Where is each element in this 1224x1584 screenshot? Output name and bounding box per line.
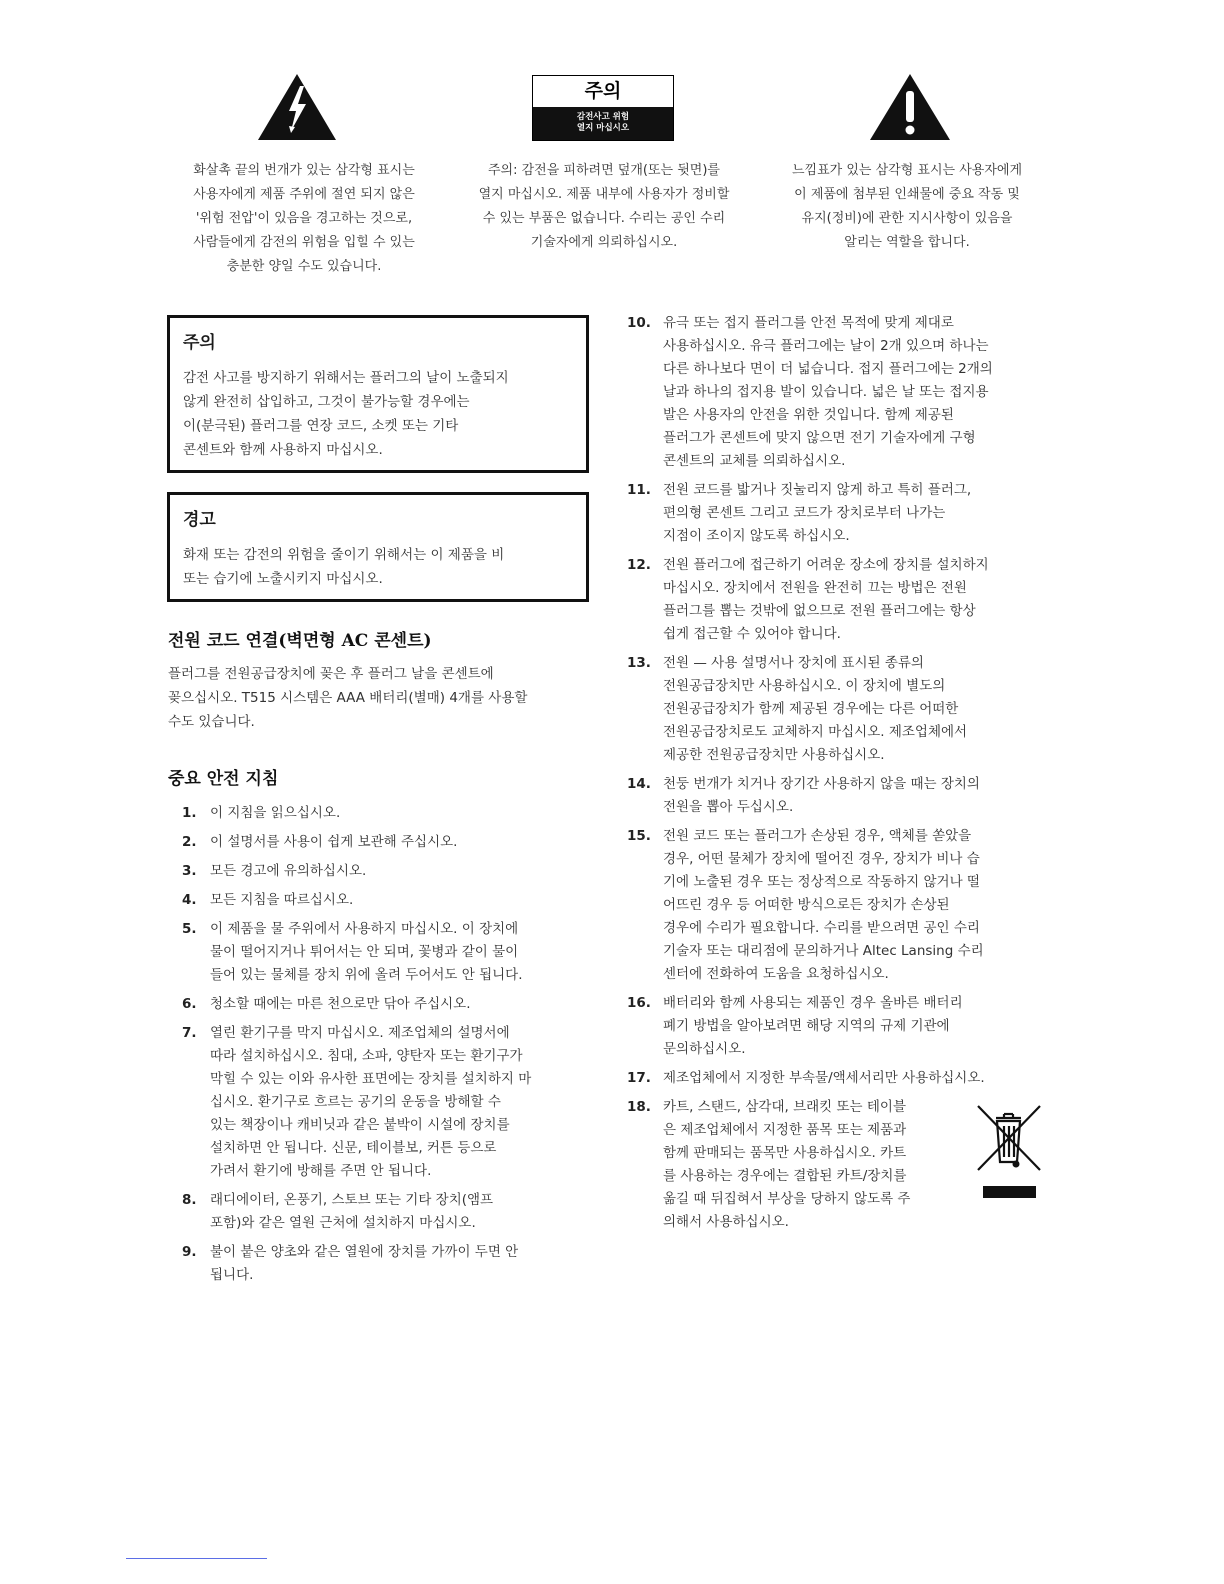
- safety-item-line: 옮길 때 뒤집혀서 부상을 당하지 않도록 주: [663, 1191, 911, 1207]
- safety-item-number: 18.: [627, 1099, 651, 1115]
- crossed-out-wheelie-bin-icon: [975, 1104, 1043, 1200]
- safety-item-line: 어뜨린 경우 등 어떠한 방식으로든 장치가 손상된: [663, 897, 950, 913]
- safety-item-line: 포함)와 같은 열원 근처에 설치하지 마십시오.: [210, 1215, 476, 1231]
- safety-item-line: 있는 책장이나 캐비닛과 같은 붙박이 시설에 장치를: [210, 1117, 510, 1133]
- footer-rule: [126, 1558, 267, 1559]
- safety-item-4: [182, 889, 592, 912]
- safety-item-line: 은 제조업체에서 지정한 품목 또는 제품과: [663, 1122, 907, 1138]
- safety-item-line: 제공한 전원공급장치만 사용하십시오.: [663, 747, 885, 763]
- caution-box: [167, 315, 589, 473]
- safety-item-line: 제조업체에서 지정한 부속물/액세서리만 사용하십시오.: [663, 1070, 985, 1086]
- safety-item-number: 2.: [182, 834, 197, 850]
- caution-label: [532, 75, 674, 141]
- safety-item-17: [627, 1067, 1039, 1090]
- safety-item-line: 의해서 사용하십시오.: [663, 1214, 789, 1230]
- safety-item-number: 13.: [627, 655, 651, 671]
- safety-item-line: 가려서 환기에 방해를 주면 안 됩니다.: [210, 1163, 432, 1179]
- safety-item-line: 막힐 수 있는 이와 유사한 표면에는 장치를 설치하지 마: [210, 1071, 532, 1087]
- lightning-triangle-icon: [258, 74, 336, 140]
- safety-item-number: 16.: [627, 995, 651, 1011]
- safety-item-line: 발은 사용자의 안전을 위한 것입니다. 함께 제공된: [663, 407, 954, 423]
- safety-item-number: 10.: [627, 315, 651, 331]
- safety-item-line: 함께 판매되는 품목만 사용하십시오. 카트: [663, 1145, 907, 1161]
- safety-item-number: 12.: [627, 557, 651, 573]
- safety-item-line: 열린 환기구를 막지 마십시오. 제조업체의 설명서에: [210, 1025, 510, 1041]
- safety-item-line: 이 지침을 읽으십시오.: [210, 805, 341, 821]
- lightning-symbol-description: 화살촉 끝의 번개가 있는 삼각형 표시는 사용자에게 제품 주위에 절연 되지 않은 '위험 전압'이 있음을 경고하는 것으로, 사람들에게 감전의 위험을 입힐 수 있는 충분한 양일 수도 있습니다.: [193, 163, 415, 274]
- safety-item-line: 를 사용하는 경우에는 결합된 카트/장치를: [663, 1168, 907, 1184]
- safety-item-line: 설치하면 안 됩니다. 신문, 테이블보, 커튼 등으로: [210, 1140, 497, 1156]
- safety-item-line: 경우에 수리가 필요합니다. 수리를 받으려면 공인 수리: [663, 920, 980, 936]
- caution-box-title: 주의: [183, 333, 216, 353]
- safety-item-16: [627, 992, 1039, 1061]
- safety-item-number: 15.: [627, 828, 651, 844]
- safety-item-line: 플러그를 뽑는 것밖에 없으므로 전원 플러그에는 항상: [663, 603, 976, 619]
- caution-label-title: 주의: [584, 80, 622, 102]
- safety-item-5: [182, 918, 592, 987]
- safety-item-3: [182, 860, 592, 883]
- safety-item-line: 유극 또는 접지 플러그를 안전 목적에 맞게 제대로: [663, 315, 954, 331]
- safety-item-number: 5.: [182, 921, 197, 937]
- safety-item-line: 배터리와 함께 사용되는 제품인 경우 올바른 배터리: [663, 995, 963, 1011]
- safety-item-line: 전원 플러그에 접근하기 어려운 장소에 장치를 설치하지: [663, 557, 989, 573]
- safety-instructions-heading: 중요 안전 지침: [168, 769, 279, 789]
- safety-item-line: 전원공급장치로도 교체하지 마십시오. 제조업체에서: [663, 724, 968, 740]
- safety-item-line: 청소할 때에는 마른 천으로만 닦아 주십시오.: [210, 996, 471, 1012]
- safety-item-line: 래디에이터, 온풍기, 스토브 또는 기타 장치(앰프: [210, 1192, 494, 1208]
- warning-box: [167, 492, 589, 602]
- safety-item-9: [182, 1241, 592, 1287]
- safety-item-number: 11.: [627, 482, 651, 498]
- safety-item-line: 이 설명서를 사용이 쉽게 보관해 주십시오.: [210, 834, 458, 850]
- warning-box-body: 화재 또는 감전의 위험을 줄이기 위해서는 이 제품을 비 또는 습기에 노출시키지 마십시오.: [183, 547, 505, 587]
- safety-item-line: 십시오. 환기구로 흐르는 공기의 운동을 방해할 수: [210, 1094, 501, 1110]
- safety-item-line: 전원공급장치만 사용하십시오. 이 장치에 별도의: [663, 678, 946, 694]
- safety-item-line: 전원 코드를 밟거나 짓눌리지 않게 하고 특히 플러그,: [663, 482, 972, 498]
- safety-item-line: 센터에 전화하여 도움을 요청하십시오.: [663, 966, 889, 982]
- safety-item-line: 전원 코드 또는 플러그가 손상된 경우, 액체를 쏟았을: [663, 828, 972, 844]
- safety-item-line: 이 제품을 물 주위에서 사용하지 마십시오. 이 장치에: [210, 921, 519, 937]
- safety-item-number: 17.: [627, 1070, 651, 1086]
- power-cord-heading: 전원 코드 연결(벽면형 AC 콘센트): [168, 631, 432, 651]
- safety-item-line: 불이 붙은 양초와 같은 열원에 장치를 가까이 두면 안: [210, 1244, 519, 1260]
- safety-item-line: 카트, 스탠드, 삼각대, 브래킷 또는 테이블: [663, 1099, 906, 1115]
- safety-item-number: 4.: [182, 892, 197, 908]
- safety-item-number: 8.: [182, 1192, 197, 1208]
- safety-item-11: [627, 479, 1039, 548]
- safety-item-line: 날과 하나의 접지용 발이 있습니다. 넓은 날 또는 접지용: [663, 384, 989, 400]
- caution-symbol-description: 주의: 감전을 피하려면 덮개(또는 뒷면)를 열지 마십시오. 제품 내부에 사용자가 정비할 수 있는 부품은 없습니다. 수리는 공인 수리 기술자에게 의뢰하십시오.: [478, 163, 730, 250]
- safety-item-line: 천둥 번개가 치거나 장기간 사용하지 않을 때는 장치의: [663, 776, 980, 792]
- safety-item-line: 됩니다.: [210, 1267, 254, 1283]
- safety-list-left: [182, 802, 592, 1293]
- safety-item-number: 3.: [182, 863, 197, 879]
- safety-item-1: [182, 802, 592, 825]
- caution-box-body: 감전 사고를 방지하기 위해서는 플러그의 날이 노출되지 않게 완전히 삽입하고, 그것이 불가능할 경우에는 이(분극된) 플러그를 연장 코드, 소켓 또는 기타 콘센트와 함께 사용하지 마십시오.: [183, 370, 509, 458]
- safety-item-12: [627, 554, 1039, 646]
- safety-item-line: 마십시오. 장치에서 전원을 완전히 끄는 방법은 전원: [663, 580, 967, 596]
- lightning-warning-symbol: [258, 74, 336, 140]
- safety-list-right: [627, 312, 1039, 1240]
- safety-item-8: [182, 1189, 592, 1235]
- safety-item-15: [627, 825, 1039, 986]
- safety-item-line: 문의하십시오.: [663, 1041, 746, 1057]
- safety-item-13: [627, 652, 1039, 767]
- caution-label-band-line1: 감전사고 위험: [576, 112, 630, 122]
- power-cord-text: 플러그를 전원공급장치에 꽂은 후 플러그 날을 콘센트에 꽂으십시오. T515 시스템은 AAA 배터리(별매) 4개를 사용할 수도 있습니다.: [168, 666, 528, 730]
- safety-item-line: 폐기 방법을 알아보려면 해당 지역의 규제 기관에: [663, 1018, 950, 1034]
- safety-item-line: 쉽게 접근할 수 있어야 합니다.: [663, 626, 841, 642]
- weee-symbol: [975, 1104, 1043, 1200]
- safety-item-line: 따라 설치하십시오. 침대, 소파, 양탄자 또는 환기구가: [210, 1048, 523, 1064]
- safety-item-7: [182, 1022, 592, 1183]
- safety-item-line: 모든 경고에 유의하십시오.: [210, 863, 367, 879]
- safety-item-line: 지점이 조이지 않도록 하십시오.: [663, 528, 850, 544]
- safety-item-line: 물이 떨어지거나 튀어서는 안 되며, 꽃병과 같이 물이: [210, 944, 519, 960]
- safety-item-line: 경우, 어떤 물체가 장치에 떨어진 경우, 장치가 비나 습: [663, 851, 980, 867]
- safety-item-line: 전원공급장치가 함께 제공된 경우에는 다른 어떠한: [663, 701, 959, 717]
- safety-item-10: [627, 312, 1039, 473]
- safety-item-line: 편의형 콘센트 그리고 코드가 장치로부터 나가는: [663, 505, 946, 521]
- exclamation-triangle-icon: [870, 74, 950, 140]
- safety-item-number: 14.: [627, 776, 651, 792]
- warning-box-title: 경고: [183, 510, 216, 530]
- safety-item-number: 7.: [182, 1025, 197, 1041]
- safety-item-line: 다른 하나보다 면이 더 넓습니다. 접지 플러그에는 2개의: [663, 361, 993, 377]
- safety-item-2: [182, 831, 592, 854]
- caution-label-band-line2: 열지 마십시오: [576, 123, 630, 133]
- safety-item-number: 6.: [182, 996, 197, 1012]
- safety-item-number: 1.: [182, 805, 197, 821]
- exclamation-symbol-description: 느낌표가 있는 삼각형 표시는 사용자에게 이 제품에 첨부된 인쇄물에 중요 작동 및 유지(정비)에 관한 지시사항이 있음을 알리는 역할을 합니다.: [791, 163, 1022, 250]
- safety-item-line: 전원을 뽑아 두십시오.: [663, 799, 794, 815]
- safety-item-14: [627, 773, 1039, 819]
- exclamation-warning-symbol: [870, 74, 950, 140]
- safety-item-line: 플러그가 콘센트에 맞지 않으면 전기 기술자에게 구형: [663, 430, 976, 446]
- safety-item-line: 전원 — 사용 설명서나 장치에 표시된 종류의: [663, 655, 924, 671]
- safety-item-number: 9.: [182, 1244, 197, 1260]
- safety-item-6: [182, 993, 592, 1016]
- safety-item-line: 기에 노출된 경우 또는 정상적으로 작동하지 않거나 떨: [663, 874, 980, 890]
- safety-item-line: 모든 지침을 따르십시오.: [210, 892, 354, 908]
- safety-item-line: 콘센트의 교체를 의뢰하십시오.: [663, 453, 846, 469]
- caution-label-band: [533, 107, 673, 140]
- safety-item-line: 사용하십시오. 유극 플러그에는 날이 2개 있으며 하나는: [663, 338, 989, 354]
- safety-item-line: 기술자 또는 대리점에 문의하거나 Altec Lansing 수리: [663, 943, 984, 959]
- safety-item-line: 들어 있는 물체를 장치 위에 올려 두어서도 안 됩니다.: [210, 967, 523, 983]
